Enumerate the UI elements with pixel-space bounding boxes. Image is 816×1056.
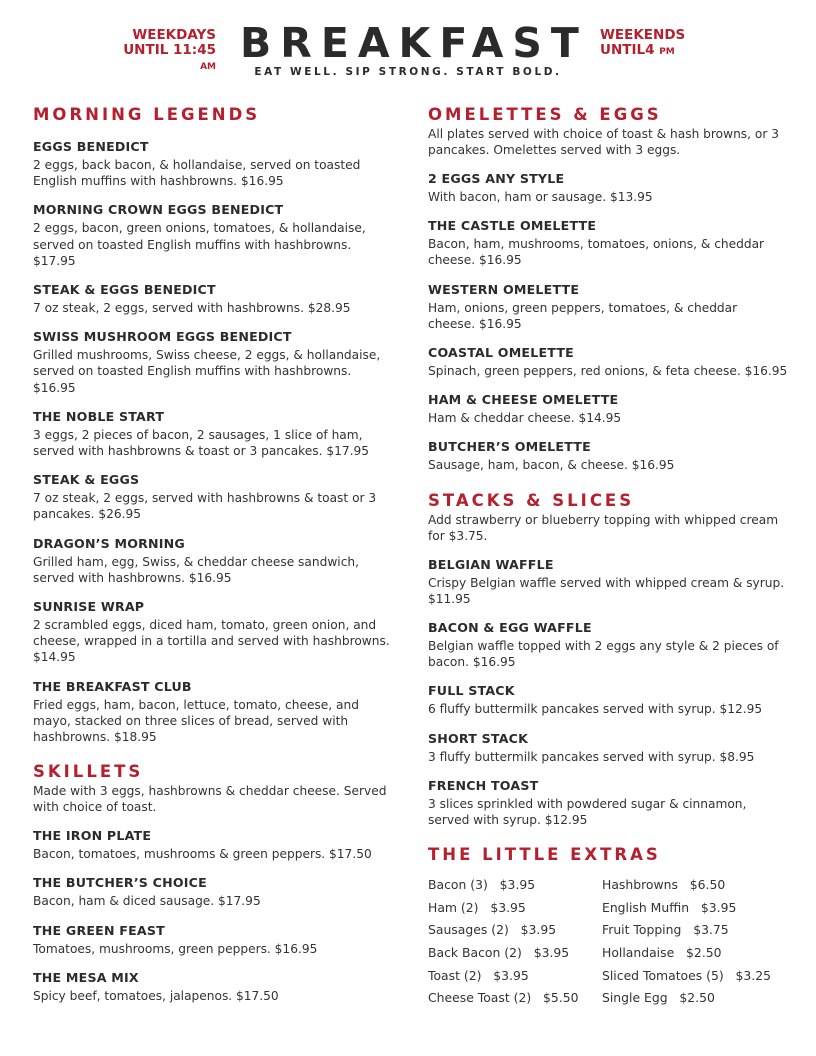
extra-item bbox=[602, 874, 776, 897]
menu-item-description: Grilled mushrooms, Swiss cheese, 2 eggs, & hollandaise, served on toasted English muffins with hashbrowns. $16.95 bbox=[33, 348, 381, 395]
weekend-ampm: PM bbox=[659, 47, 675, 57]
extras-column-left bbox=[428, 874, 602, 1010]
extra-item bbox=[428, 897, 602, 920]
page-title: BREAKFAST bbox=[240, 19, 588, 67]
menu-item-name: THE NOBLE START bbox=[33, 408, 165, 424]
section-note-skillets: Made with 3 eggs, hashbrowns & cheddar cheese. Served with choice of toast. bbox=[33, 784, 387, 815]
extra-item-name: Bacon (3) bbox=[428, 877, 488, 893]
menu-item bbox=[428, 777, 788, 828]
tagline: EAT WELL. SIP STRONG. START BOLD. bbox=[254, 66, 562, 78]
menu-item-description: Sausage, ham, bacon, & cheese. $16.95 bbox=[428, 458, 675, 473]
extra-item-price: $2.50 bbox=[679, 990, 715, 1006]
extra-item-price: $3.95 bbox=[490, 899, 526, 915]
extra-item bbox=[602, 987, 776, 1010]
menu-item-description: Bacon, ham & diced sausage. $17.95 bbox=[33, 894, 261, 909]
extra-item bbox=[602, 897, 776, 920]
menu-item-name: THE BUTCHER’S CHOICE bbox=[33, 875, 207, 891]
menu-item-name: 2 EGGS ANY STYLE bbox=[428, 171, 565, 186]
extra-item-price: $2.50 bbox=[686, 945, 722, 961]
menu-item-description: Bacon, tomatoes, mushrooms & green peppers. $17.50 bbox=[33, 847, 372, 862]
extra-item bbox=[428, 942, 602, 965]
menu-item-name: STEAK & EGGS bbox=[33, 472, 140, 488]
extra-item-name: Toast (2) bbox=[428, 967, 482, 983]
menu-item-name: HAM & CHEESE OMELETTE bbox=[428, 392, 619, 408]
menu-item-name: BUTCHER’S OMELETTE bbox=[428, 439, 591, 455]
weekday-time: UNTIL 11:45 bbox=[123, 42, 216, 58]
section-title-morning-legends: MORNING LEGENDS bbox=[33, 105, 261, 124]
menu-item-description: Bacon, ham, mushrooms, tomatoes, onions, & cheddar cheese. $16.95 bbox=[428, 237, 765, 268]
section-note-omelettes: All plates served with choice of toast & hash browns, or 3 pancakes. Omelettes served with 3 eggs. bbox=[428, 127, 779, 157]
extra-item bbox=[602, 942, 776, 965]
extra-item-name: Fruit Topping bbox=[602, 922, 682, 938]
menu-item bbox=[428, 281, 788, 332]
menu-item-name: DRAGON’S MORNING bbox=[33, 535, 185, 551]
menu-item-name: THE BREAKFAST CLUB bbox=[33, 678, 192, 694]
menu-item-description: Spinach, green peppers, red onions, & feta cheese. $16.95 bbox=[428, 364, 788, 379]
menu-list-morning-legends bbox=[33, 138, 391, 745]
menu-item-description: Belgian waffle topped with 2 eggs any style & 2 pieces of bacon. $16.95 bbox=[428, 639, 779, 670]
section-note-stacks: Add strawberry or blueberry topping with whipped cream for $3.75. bbox=[428, 512, 779, 543]
section-omelettes bbox=[428, 104, 788, 474]
extra-item-price: $3.95 bbox=[533, 945, 570, 961]
menu-item-description: 2 eggs, back bacon, & hollandaise, served on toasted English muffins with hashbrowns. $16.95 bbox=[33, 158, 361, 189]
menu-item bbox=[33, 408, 391, 459]
extra-item-price: $3.75 bbox=[693, 922, 729, 938]
extra-item bbox=[428, 965, 602, 988]
menu-list-omelettes bbox=[428, 170, 788, 474]
extras-grid bbox=[428, 874, 788, 1010]
extra-item-name: English Muffin bbox=[602, 899, 690, 915]
extra-item-name: Cheese Toast (2) bbox=[428, 990, 532, 1006]
section-stacks bbox=[428, 490, 788, 829]
extra-item-price: $3.25 bbox=[735, 967, 772, 983]
menu-item-description: Ham, onions, green peppers, tomatoes, & cheddar cheese. $16.95 bbox=[428, 300, 738, 331]
extra-item bbox=[428, 987, 602, 1010]
section-title-omelettes: OMELETTES & EGGS bbox=[428, 105, 662, 124]
menu-item-name: SWISS MUSHROOM EGGS BENEDICT bbox=[33, 329, 292, 345]
menu-item-name: EGGS BENEDICT bbox=[33, 139, 149, 154]
menu-item bbox=[33, 328, 391, 396]
menu-item-name: BACON & EGG WAFFLE bbox=[428, 620, 592, 636]
menu-item-name: WESTERN OMELETTE bbox=[428, 281, 580, 297]
menu-item bbox=[428, 217, 788, 268]
section-title-stacks: STACKS & SLICES bbox=[428, 490, 635, 510]
menu-item-name: BELGIAN WAFFLE bbox=[428, 556, 554, 572]
menu-item bbox=[33, 281, 391, 316]
extra-item-price: $3.95 bbox=[499, 877, 536, 893]
extra-item-name: Single Egg bbox=[602, 990, 668, 1006]
extra-item bbox=[602, 965, 776, 988]
menu-item bbox=[33, 201, 391, 269]
menu-item bbox=[33, 678, 391, 746]
menu-item bbox=[428, 438, 788, 473]
extra-item-name: Back Bacon (2) bbox=[428, 945, 522, 961]
menu-item-name: MORNING CROWN EGGS BENEDICT bbox=[33, 202, 284, 218]
menu-item-name: STEAK & EGGS BENEDICT bbox=[33, 282, 216, 298]
menu-item-description: Ham & cheddar cheese. $14.95 bbox=[428, 411, 622, 426]
menu-item-description: Tomatoes, mushrooms, green peppers. $16.95 bbox=[33, 941, 318, 956]
menu-item bbox=[33, 471, 391, 522]
menu-item-description: Fried eggs, ham, bacon, lettuce, tomato, cheese, and mayo, stacked on three slices of bread, served with hashbrowns. $18.95 bbox=[33, 697, 359, 745]
section-title-skillets: SKILLETS bbox=[33, 762, 144, 782]
menu-item-description: 7 oz steak, 2 eggs, served with hashbrowns & toast or 3 pancakes. $26.95 bbox=[33, 491, 377, 522]
menu-item-name: FRENCH TOAST bbox=[428, 777, 539, 793]
menu-item bbox=[428, 682, 788, 717]
menu-item-name: THE GREEN FEAST bbox=[33, 922, 165, 938]
menu-item bbox=[428, 344, 788, 379]
extras-column-right bbox=[602, 874, 776, 1010]
menu-item bbox=[428, 170, 788, 205]
menu-item-description: 7 oz steak, 2 eggs, served with hashbrowns. $28.95 bbox=[33, 301, 351, 316]
menu-list-skillets bbox=[33, 827, 391, 1004]
menu-item bbox=[428, 391, 788, 426]
weekday-ampm: AM bbox=[200, 62, 216, 72]
section-title-extras: THE LITTLE EXTRAS bbox=[428, 845, 661, 865]
extra-item-price: $3.95 bbox=[700, 899, 737, 915]
left-column bbox=[33, 104, 391, 1004]
menu-item bbox=[428, 730, 788, 765]
extra-item-name: Hashbrowns bbox=[602, 877, 678, 893]
menu-item-description: 3 fluffy buttermilk pancakes served with syrup. $8.95 bbox=[428, 749, 755, 764]
menu-item-description: With bacon, ham or sausage. $13.95 bbox=[428, 190, 653, 204]
menu-item-name: THE MESA MIX bbox=[33, 969, 139, 985]
menu-item-name: SUNRISE WRAP bbox=[33, 599, 145, 615]
extra-item-price: $6.50 bbox=[689, 877, 726, 893]
menu-item bbox=[33, 874, 391, 909]
menu-item-description: 6 fluffy buttermilk pancakes served with syrup. $12.95 bbox=[428, 702, 763, 717]
menu-item-description: Crispy Belgian waffle served with whipped cream & syrup. $11.95 bbox=[428, 575, 785, 606]
menu-item bbox=[33, 598, 391, 666]
section-morning-legends bbox=[33, 104, 391, 745]
menu-item bbox=[33, 827, 391, 862]
section-extras bbox=[428, 844, 788, 1010]
extra-item-price: $5.50 bbox=[543, 990, 579, 1006]
extra-item-name: Ham (2) bbox=[428, 899, 479, 915]
menu-item-description: 3 slices sprinkled with powdered sugar & cinnamon, served with syrup. $12.95 bbox=[428, 796, 747, 828]
menu-item bbox=[33, 138, 391, 189]
right-column bbox=[428, 104, 788, 1010]
menu-header bbox=[0, 0, 816, 90]
extra-item-price: $3.95 bbox=[493, 967, 529, 983]
menu-item-description: Spicy beef, tomatoes, jalapenos. $17.50 bbox=[33, 988, 279, 1003]
menu-item bbox=[428, 556, 788, 607]
menu-item-name: SHORT STACK bbox=[428, 730, 529, 746]
weekend-label: WEEKENDS bbox=[600, 27, 686, 43]
menu-item-description: 2 scrambled eggs, diced ham, tomato, green onion, and cheese, wrapped in a tortilla and served with hashbrowns. $14.95 bbox=[33, 618, 390, 665]
menu-list-stacks bbox=[428, 556, 788, 829]
extra-item-name: Hollandaise bbox=[602, 945, 675, 961]
weekday-label: WEEKDAYS bbox=[132, 27, 216, 43]
menu-item-name: THE IRON PLATE bbox=[33, 828, 152, 844]
menu-item-name: FULL STACK bbox=[428, 683, 515, 699]
weekend-time: UNTIL4 bbox=[600, 42, 655, 58]
menu-item bbox=[428, 619, 788, 670]
menu-item-name: THE CASTLE OMELETTE bbox=[428, 218, 597, 234]
menu-item-description: 3 eggs, 2 pieces of bacon, 2 sausages, 1 slice of ham, served with hashbrowns & toast or 3 pancakes. $17.95 bbox=[33, 427, 370, 459]
menu-item bbox=[33, 535, 391, 586]
menu-item-description: Grilled ham, egg, Swiss, & cheddar cheese sandwich, served with hashbrowns. $16.95 bbox=[33, 554, 359, 585]
extra-item-price: $3.95 bbox=[520, 922, 557, 938]
extra-item bbox=[428, 919, 602, 942]
menu-item-description: 2 eggs, bacon, green onions, tomatoes, & hollandaise, served on toasted English muffins with hashbrowns. $17.95 bbox=[33, 221, 366, 268]
extra-item-name: Sliced Tomatoes (5) bbox=[602, 967, 724, 983]
weekend-hours bbox=[600, 28, 720, 60]
extra-item bbox=[602, 919, 776, 942]
section-skillets bbox=[33, 761, 391, 1004]
menu-item bbox=[33, 922, 391, 957]
extra-item bbox=[428, 874, 602, 897]
menu-item bbox=[33, 969, 391, 1004]
extra-item-name: Sausages (2) bbox=[428, 922, 509, 938]
menu-item-name: COASTAL OMELETTE bbox=[428, 345, 574, 361]
